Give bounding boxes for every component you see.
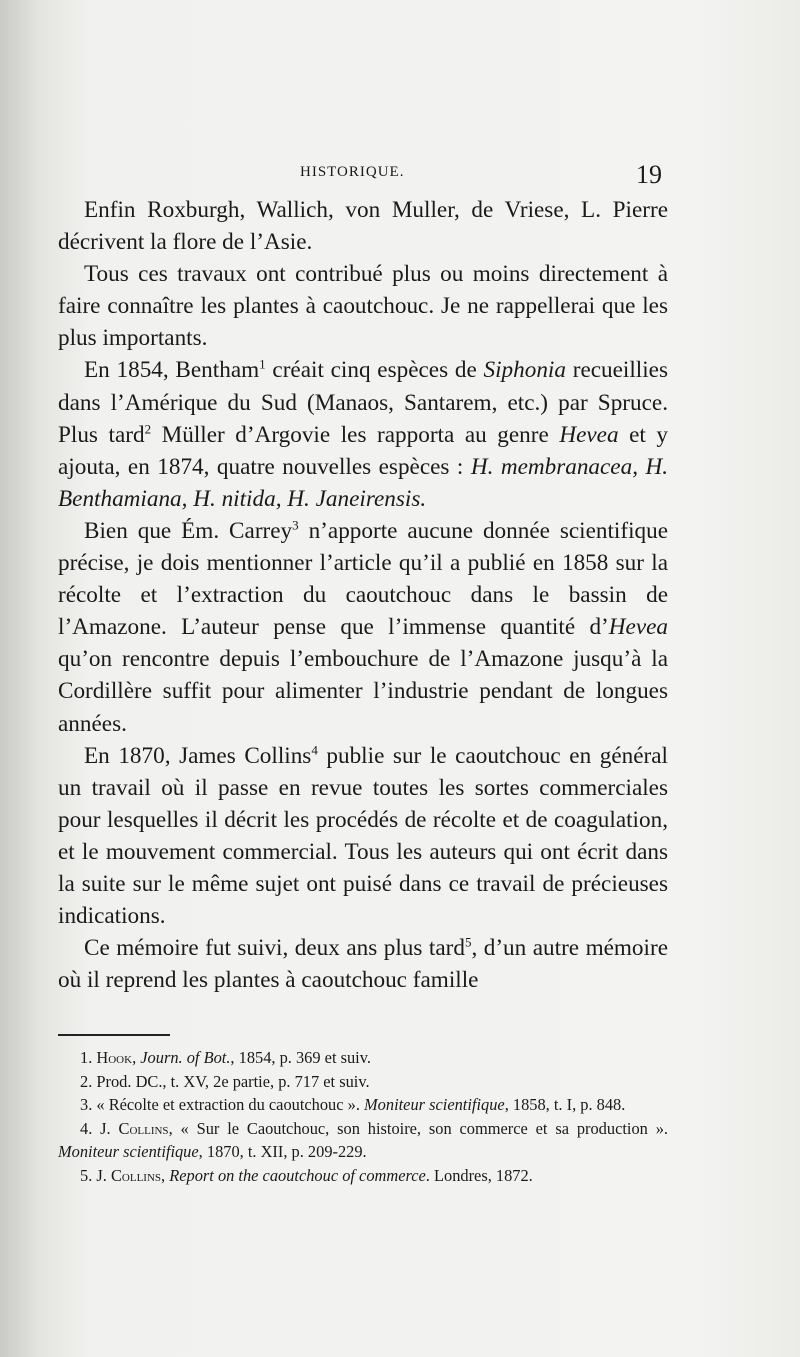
- footnote-ref-1: 1: [259, 356, 266, 372]
- footnote-5: 5. J. Collins, Report on the caoutchouc of commerce. Londres, 1872.: [80, 1165, 533, 1185]
- paragraph-2: Tous ces travaux ont contribué plus ou moins directement à faire connaître les plantes à caoutchouc. Je ne rappellerai que les plus importants.: [58, 261, 668, 352]
- paragraph-4: Bien que Ém. Carrey$^3$ n’apporte aucune donnée scientifique précise, je dois mentionner l’article qu’il a publié en 1858 sur la récolte et l’extraction du caoutchouc dans le bassin de l’Amazone. L’auteur pense que l’immense quantité d’Hevea qu’on rencontre depuis l’embouchure de l’Amazone jusqu’à la Cordillère suffit pour alimenter l’industrie pendant de longues années.: [58, 517, 668, 737]
- footnote-ref-5: 5: [464, 934, 472, 950]
- paragraph-6: Ce mémoire fut suivi, deux ans plus tard$^5$, d’un autre mémoire où il reprend les plantes à caoutchouc famille: [58, 934, 668, 994]
- footnote-ref-3: 3: [292, 517, 299, 533]
- footnote-4: 4. J. Collins, « Sur le Caoutchouc, son histoire, son commerce et sa production ». Moniteur scientifique, 1870, t. XII, p. 209-229.: [58, 1118, 668, 1161]
- footnote-3: 3. « Récolte et extraction du caoutchouc ». Moniteur scientifique, 1858, t. I, p. 848.: [80, 1095, 626, 1114]
- footnote-rule: [58, 1034, 170, 1036]
- footnote-ref-2: 2: [144, 420, 152, 436]
- footnote-ref-4: 4: [311, 741, 318, 757]
- page-number: 19: [636, 160, 662, 189]
- running-head: [58, 160, 668, 190]
- paragraph-1: Enfin Roxburgh, Wallich, von Muller, de Vriese, L. Pierre décrivent la flore de l’Asie.: [58, 197, 668, 256]
- body-text: [58, 194, 668, 996]
- paragraph-5: En 1870, James Collins$^4$ publie sur le caoutchouc en général un travail où il passe en revue toutes les sortes commerciales pour lesquelles il décrit les procédés de récolte et de coagulation, et le mouvement commercial. Tous les auteurs qui ont écrit dans la suite sur le même sujet ont puisé dans ce travail de précieuses indications.: [58, 741, 668, 930]
- footnote-2: 2. Prod. DC., t. XV, 2e partie, p. 717 et suiv.: [80, 1071, 370, 1091]
- footnotes: [58, 1046, 668, 1187]
- running-title: HISTORIQUE.: [300, 164, 405, 180]
- paragraph-3: En 1854, Bentham$^1$ créait cinq espèces de Siphonia recueillies dans l’Amérique du Sud (Manaos, Santarem, etc.) par Spruce. Plus tard$^2$ Müller d’Argovie les rapporta au genre Hevea et y ajouta, en 1874, quatre nouvelles espèces : H. membranacea, H. Benthamiana, H. nitida, H. Janeirensis.: [58, 356, 669, 512]
- footnote-1: 1. Hook, Journ. of Bot., 1854, p. 369 et suiv.: [80, 1048, 371, 1067]
